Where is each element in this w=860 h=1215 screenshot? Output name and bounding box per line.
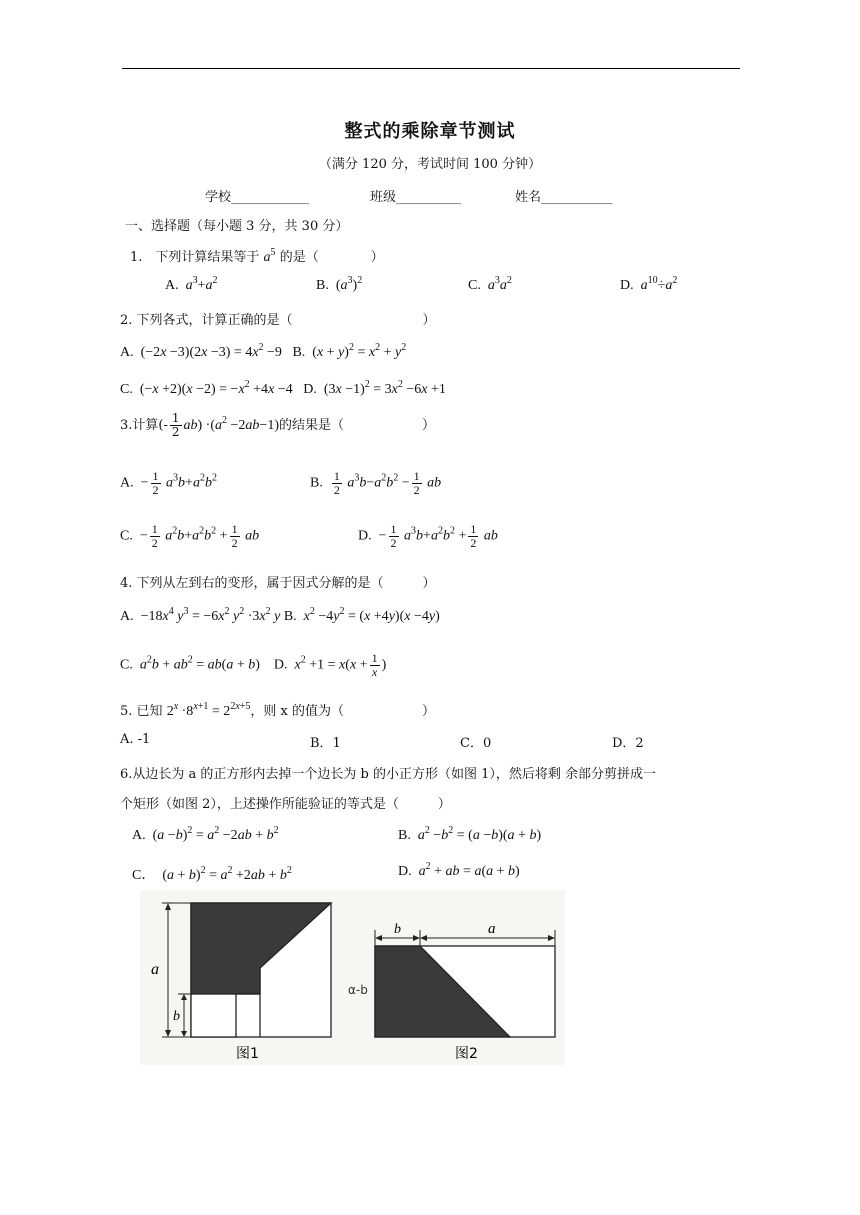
- fig1-caption: 图1: [236, 1046, 259, 1062]
- q6-option-b: B. $a^2 -b^2 = (a -b)(a + b)$: [398, 825, 542, 843]
- q5-option-c: C．0: [460, 736, 492, 751]
- name-field: 姓名___________: [515, 190, 613, 205]
- fig2-label-b: b: [394, 922, 401, 937]
- q2-options-ab: A. $(-2x -3)(2x -3) = 4x^2 -9$ B. $(x + y)^2 = x^2 + y^2$: [120, 342, 407, 360]
- fig2-caption: 图2: [455, 1046, 478, 1062]
- question-1-stem-end: 的是（ ）: [279, 250, 384, 265]
- question-1-stem: 1. 下列计算结果等于: [130, 250, 260, 265]
- question-2: 2. 下列各式，计算正确的是（ ）: [120, 313, 436, 328]
- q5-option-d: D．2: [612, 736, 644, 751]
- fig1-small-square: [191, 994, 236, 1037]
- q6-option-d: D. $a^2$ + ab = a(a + b): [398, 861, 520, 879]
- figure-1: [140, 890, 345, 1065]
- q5-option-a: A. -1: [120, 732, 151, 747]
- question-5: 5. 已知 $2^x \cdot 8^{x+1} = 2^{2x+5}$，则 x 的值为（ ）: [120, 701, 436, 719]
- figure-2: [345, 890, 565, 1065]
- q2-options-cd: C. $(-x +2)(x -2) = -x^2 +4x -4$ D. $(3x -1)^2 = 3x^2 -6x +1$: [120, 379, 446, 397]
- fig2-label-a-minus-b: α-b: [348, 983, 368, 997]
- header-rule: [122, 68, 740, 69]
- section-heading: 一、选择题（每小题 3 分，共 30 分）: [125, 219, 349, 234]
- q4-options-ab: A. $-18x^4$ $y^3 = -6x^2$ $y^2 \cdot 3x^2$ y B. $x^2 -4y^2 = (x +4y)(x -4y)$: [120, 606, 440, 624]
- question-4: 4. 下列从左到右的变形，属于因式分解的是（ ）: [120, 576, 436, 591]
- fig1-label-a: a: [151, 961, 159, 978]
- q6-option-c: C． $(a + b)^2 = a^2 +2ab + b^2$: [132, 865, 292, 883]
- q4-options-cd: C. $a^2b + ab^2 = ab(a + b)$ D. $x^2 +1 = x(x$ + $\frac{1}{x}$ ): [120, 651, 387, 679]
- page-title: 整式的乘除章节测试: [344, 121, 516, 142]
- figures-panel: [140, 890, 570, 1070]
- class-field: 班级__________: [370, 190, 462, 205]
- q1-option-a: A. $a^3+a^2$: [165, 275, 218, 293]
- q6-option-a: A. $(a -b)^2 = a^2 -2ab + b^2$: [132, 825, 279, 843]
- question-6-line2: 个矩形（如图 2），上述操作所能验证的等式是（ ）: [120, 797, 451, 812]
- fig1-label-b: b: [173, 1009, 180, 1024]
- q3-option-d: D. − $\frac{1}{2}$ $a^3b+a^2b^2$ + $\frac{1}{2}$ ab: [358, 522, 498, 550]
- q3-option-b: B. $\frac{1}{2}$ $a^3b-a^2b^2$ − $\frac{1}{2}$ ab: [310, 469, 442, 497]
- fig2-label-a: a: [488, 921, 496, 937]
- q3-option-c: C. − $\frac{1}{2}$ $a^2b+a^2b^2$ + $\frac{1}{2}$ ab: [120, 522, 260, 550]
- page-subtitle: （满分 120 分，考试时间 100 分钟）: [318, 157, 542, 172]
- school-field: 学校____________: [205, 190, 310, 205]
- question-1-expr: $a^5$: [263, 247, 276, 265]
- question-1: [130, 246, 384, 266]
- q3-option-a: A. − $\frac{1}{2}$ $a^3b+a^2b^2$: [120, 469, 217, 497]
- q1-option-d: D. $a^{10}\div a^2$: [620, 275, 678, 293]
- q1-option-c: C. $a^3a^2$: [468, 275, 512, 293]
- q5-option-b: B．1: [310, 736, 341, 751]
- question-3: 3.计算(- $\frac{1}{2}$ $ab) \cdot(a^2 -2ab-1)$的结果是（ ）: [120, 411, 435, 439]
- q1-option-b: B. $(a^3)^2$: [316, 275, 363, 293]
- question-6-line1: 6.从边长为 a 的正方形内去掉一个边长为 b 的小正方形（如图 1），然后将剩 余部分剪拼成一: [120, 767, 657, 782]
